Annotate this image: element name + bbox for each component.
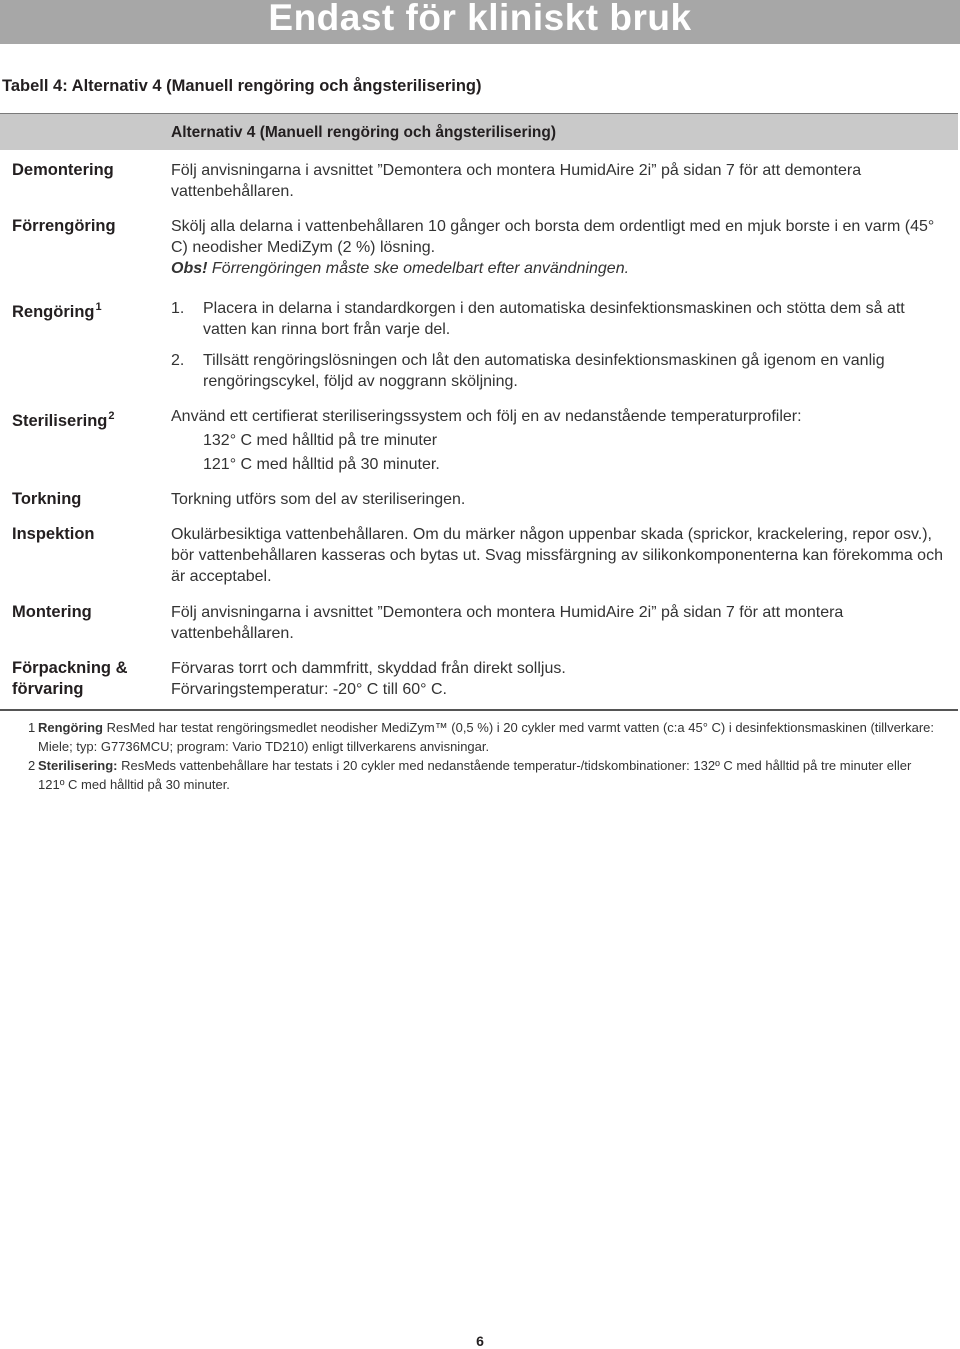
row-text-forrengoring: Skölj alla delarna i vattenbehållaren 10 gånger och borsta dem ordentligt med en mjuk borste i en varm (45° C) neodisher MediZym (2 %) lösning. [171,218,935,256]
row-text-torkning: Torkning utförs som del av steriliseringen. [171,491,466,508]
forpackning-label-line: Förpackning & [12,659,128,677]
storage-instruction: Förvaras torrt och dammfritt, skyddad från direkt solljus. [171,660,566,677]
row-label-rengoring [12,297,102,323]
rengoring-label-text: Rengöring [12,303,95,321]
obs-note [171,258,951,279]
row-text-sterilisering: Använd ett certifierat steriliseringssystem och följ en av nedanstående temperaturprofiler: [171,408,802,425]
footnote-ref-1: 1 [95,301,102,313]
table-header-band [0,113,958,150]
row-label-forrengoring: Förrengöring [12,217,116,235]
step-number: 2. [171,352,185,369]
footnote-text: ResMeds vattenbehållare har testats i 20 cykler med nedanstående temperatur-/tidskombinationer: 132º C med hålltid på tre minuter eller 121º C med hålltid på 30 minuter. [38,758,912,792]
banner-title: Endast för kliniskt bruk [268,0,692,38]
row-label-torkning: Torkning [12,490,82,508]
footnote [28,756,940,794]
sterilisering-label-text: Sterilisering [12,412,108,430]
footnote-text: ResMed har testat rengöringsmedlet neodisher MediZym™ (0,5 %) i 20 cykler med varmt vatten (c:a 45° C) i desinfektionsmaskinen (tillverkare: Miele; typ: G7736MCU; program: Vario TD210) enligt tillverkarens anvisningar. [38,720,935,754]
row-text-inspektion: Okulärbesiktiga vattenbehållaren. Om du märker någon uppenbar skada (sprickor, krackelering, repor osv.), bör vattenbehållaren kasseras och bytas ut. Svag missfärgning av silikonkomponenterna kan förekomma och är acceptabel. [171,526,943,585]
row-text-montering: Följ anvisningarna i avsnittet ”Demontera och montera HumidAire 2i” på sidan 7 för att montera vattenbehållaren. [171,604,844,642]
row-label-forpackning [12,658,128,700]
table-caption: Tabell 4: Alternativ 4 (Manuell rengöring och ångsterilisering) [2,77,482,95]
rengoring-step [171,350,951,392]
storage-temperature: Förvaringstemperatur: -20° C till 60° C. [171,681,447,698]
step-text: Placera in delarna i standardkorgen i den automatiska desinfektionsmaskinen och stötta dem så att vatten kan rinna bort från varje del. [203,300,905,338]
row-label-demontering: Demontering [12,161,114,179]
obs-label: Obs! [171,260,208,277]
row-text-demontering: Följ anvisningarna i avsnittet ”Demontera och montera HumidAire 2i” på sidan 7 för att demontera vattenbehållaren. [171,162,862,200]
row-content-sterilisering [171,406,951,475]
forpackning-label-line: förvaring [12,680,84,698]
obs-text: Förrengöringen måste ske omedelbart efter användningen. [207,260,630,277]
rengoring-step [171,298,951,340]
row-content-rengoring [171,298,951,392]
footnote-label: Rengöring [38,720,103,735]
row-label-sterilisering [12,406,115,432]
footnote-ref-2: 2 [108,410,115,422]
temperature-profile: 132° C med hålltid på tre minuter [203,432,438,449]
row-label-inspektion: Inspektion [12,525,95,543]
row-label-montering: Montering [12,603,92,621]
row-content-forpackning [171,658,951,700]
row-content-forrengoring [171,216,951,279]
header-banner [0,0,960,44]
footnote [28,718,940,756]
temperature-profile: 121° C med hålltid på 30 minuter. [203,456,440,473]
footnote-number: 1 [28,720,36,735]
footnotes [28,718,940,794]
table-header-title: Alternativ 4 (Manuell rengöring och ångsterilisering) [171,124,556,141]
footnote-label: Sterilisering: [38,758,118,773]
footnote-number: 2 [28,758,36,773]
step-number: 1. [171,300,185,317]
step-text: Tillsätt rengöringslösningen och låt den automatiska desinfektionsmaskinen gå igenom en vanlig rengöringscykel, följd av noggrann sköljning. [203,352,885,390]
page-number: 6 [476,1333,484,1349]
table-bottom-rule [0,709,958,711]
